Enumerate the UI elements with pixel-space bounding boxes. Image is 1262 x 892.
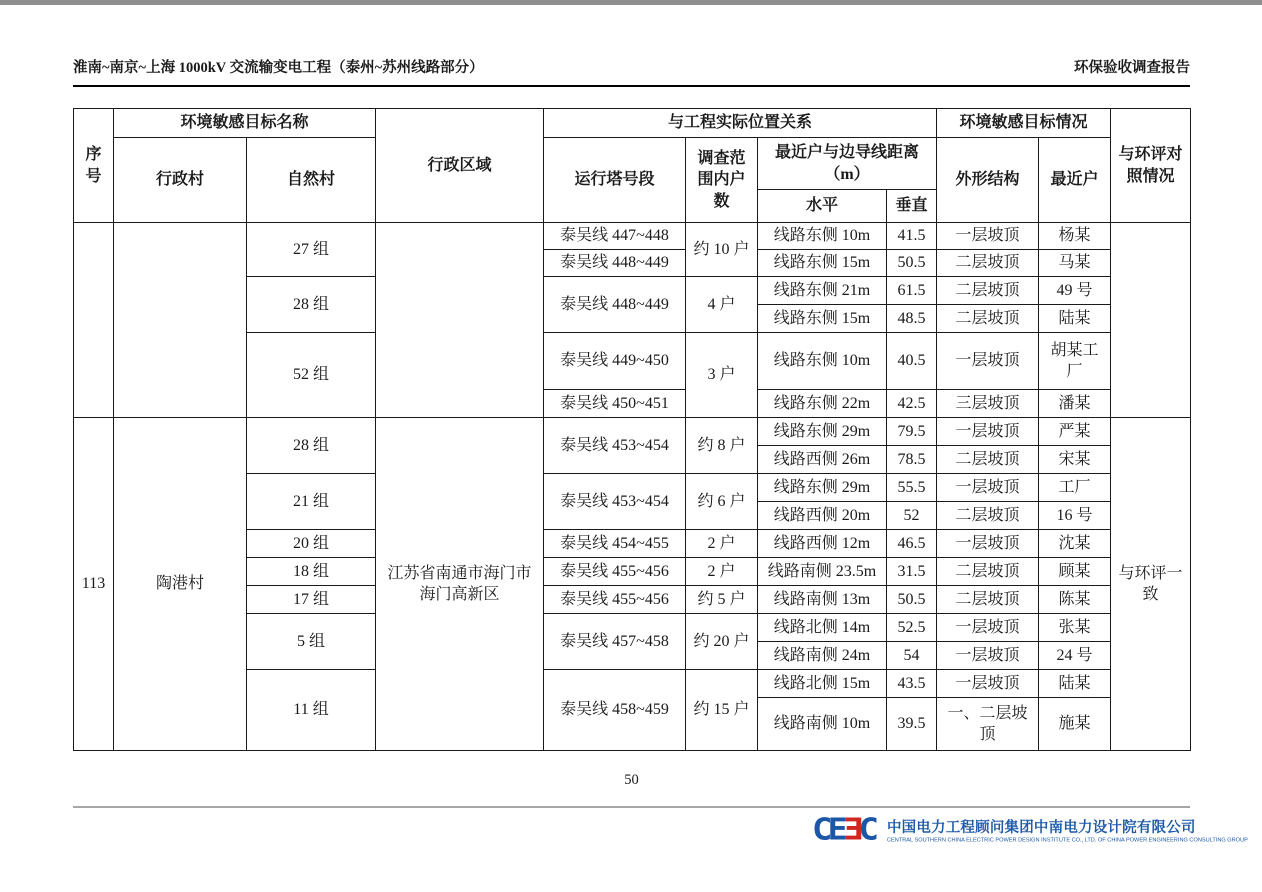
table-cell: 陆某 [1039, 670, 1111, 698]
table-cell: 20 组 [247, 530, 376, 558]
table-cell: 28 组 [247, 418, 376, 474]
table-cell: 一层坡顶 [937, 530, 1039, 558]
table-cell: 46.5 [887, 530, 937, 558]
table-cell: 线路北侧 14m [758, 614, 887, 642]
table-cell: 线路东侧 15m [758, 250, 887, 277]
table-body [74, 223, 1191, 751]
logo-letter: Ǝ [842, 812, 859, 848]
header-cell: 与工程实际位置关系 [544, 109, 937, 138]
header-cell: 环境敏感目标名称 [114, 109, 376, 138]
table-cell: 50.5 [887, 250, 937, 277]
company-name-cn: 中国电力工程顾问集团中南电力设计院有限公司 [886, 819, 1196, 836]
table-cell: 一层坡顶 [937, 333, 1039, 390]
sensitive-targets-table [73, 108, 1191, 751]
table-cell: 泰吴线 454~455 [544, 530, 686, 558]
table-cell: 21 组 [247, 474, 376, 530]
header-cell: 垂直 [887, 190, 937, 223]
table-cell: 约 15 户 [686, 670, 758, 751]
header-cell: 行政村 [114, 138, 247, 223]
table-cell: 一层坡顶 [937, 223, 1039, 250]
header-cell: 调查范围内户数 [686, 138, 758, 223]
table-row [74, 418, 1191, 446]
table-cell: 一层坡顶 [937, 614, 1039, 642]
table-cell: 杨某 [1039, 223, 1111, 250]
table-cell: 线路东侧 29m [758, 474, 887, 502]
table-cell: 线路东侧 22m [758, 390, 887, 418]
header-report-title: 环保验收调查报告 [1074, 60, 1190, 76]
table-cell: 一层坡顶 [937, 474, 1039, 502]
table-cell: 线路西侧 20m [758, 502, 887, 530]
table-cell: 27 组 [247, 223, 376, 277]
table-cell: 24 号 [1039, 642, 1111, 670]
table-cell: 线路南侧 23.5m [758, 558, 887, 586]
table-cell: 55.5 [887, 474, 937, 502]
table-cell: 二层坡顶 [937, 502, 1039, 530]
table-cell: 江苏省南通市海门市海门高新区 [376, 418, 544, 751]
table-cell: 线路北侧 15m [758, 670, 887, 698]
table-cell: 约 5 户 [686, 586, 758, 614]
header-cell: 最近户与边导线距离（m） [758, 138, 937, 190]
table-cell: 泰吴线 455~456 [544, 558, 686, 586]
table-cell: 宋某 [1039, 446, 1111, 474]
table-cell: 线路南侧 10m [758, 698, 887, 751]
header-cell: 最近户 [1039, 138, 1111, 223]
table-cell: 泰吴线 455~456 [544, 586, 686, 614]
table-cell: 一层坡顶 [937, 670, 1039, 698]
header-cell: 环境敏感目标情况 [937, 109, 1111, 138]
table-cell: 113 [74, 418, 114, 751]
company-logo-icon [812, 812, 878, 848]
table-cell: 线路南侧 13m [758, 586, 887, 614]
table-cell: 43.5 [887, 670, 937, 698]
table-cell: 2 户 [686, 530, 758, 558]
table-cell: 顾某 [1039, 558, 1111, 586]
table-cell: 11 组 [247, 670, 376, 751]
table-cell: 泰吴线 448~449 [544, 250, 686, 277]
table-cell: 4 户 [686, 277, 758, 333]
table-cell: 陆某 [1039, 305, 1111, 333]
table-cell: 泰吴线 447~448 [544, 223, 686, 250]
table-cell: 线路西侧 12m [758, 530, 887, 558]
table-cell: 41.5 [887, 223, 937, 250]
table-cell [1111, 223, 1191, 418]
table-cell: 泰吴线 453~454 [544, 474, 686, 530]
table-header [74, 109, 1191, 223]
table-cell: 一层坡顶 [937, 418, 1039, 446]
table-cell: 施某 [1039, 698, 1111, 751]
header-cell: 水平 [758, 190, 887, 223]
table-cell: 17 组 [247, 586, 376, 614]
table-cell: 马某 [1039, 250, 1111, 277]
table-cell: 严某 [1039, 418, 1111, 446]
header-cell: 自然村 [247, 138, 376, 223]
table-cell: 52 [887, 502, 937, 530]
header-cell: 运行塔号段 [544, 138, 686, 223]
table-cell: 约 6 户 [686, 474, 758, 530]
table-cell: 52 组 [247, 333, 376, 418]
table-row [74, 138, 1191, 190]
table-row [74, 223, 1191, 250]
company-name-en: CENTRAL SOUTHERN CHINA ELECTRIC POWER DESIGN INSTITUTE CO., LTD. OF CHINA POWER ENGINEERING CONSULTING GROUP [886, 836, 1248, 843]
window-top-bar [0, 0, 1262, 5]
table-cell: 18 组 [247, 558, 376, 586]
table-cell: 5 组 [247, 614, 376, 670]
table-cell: 二层坡顶 [937, 305, 1039, 333]
table-cell: 二层坡顶 [937, 586, 1039, 614]
footer-divider [73, 806, 1190, 808]
header-cell: 外形结构 [937, 138, 1039, 223]
table-cell: 二层坡顶 [937, 277, 1039, 305]
header-cell: 行政区域 [376, 109, 544, 223]
header-cell: 与环评对照情况 [1111, 109, 1191, 223]
table-cell: 沈某 [1039, 530, 1111, 558]
page-number: 50 [624, 772, 639, 788]
table-cell: 约 20 户 [686, 614, 758, 670]
table-cell: 二层坡顶 [937, 250, 1039, 277]
header-project-title: 淮南~南京~上海 1000kV 交流输变电工程（泰州~苏州线路部分） [73, 60, 484, 76]
table-cell: 一层坡顶 [937, 642, 1039, 670]
table-cell: 线路东侧 15m [758, 305, 887, 333]
table-cell: 16 号 [1039, 502, 1111, 530]
table-cell: 工厂 [1039, 474, 1111, 502]
table-cell: 潘某 [1039, 390, 1111, 418]
table-cell: 与环评一致 [1111, 418, 1191, 751]
table-cell: 约 10 户 [686, 223, 758, 277]
table-cell: 张某 [1039, 614, 1111, 642]
table-cell: 79.5 [887, 418, 937, 446]
logo-letter: C [858, 812, 874, 848]
table-cell: 3 户 [686, 333, 758, 418]
table-cell: 泰吴线 458~459 [544, 670, 686, 751]
table-cell: 50.5 [887, 586, 937, 614]
table-cell: 54 [887, 642, 937, 670]
table-cell: 陈某 [1039, 586, 1111, 614]
header-cell: 序号 [74, 109, 114, 223]
table-cell: 线路东侧 29m [758, 418, 887, 446]
table-cell: 泰吴线 453~454 [544, 418, 686, 474]
table-cell: 39.5 [887, 698, 937, 751]
company-logo [812, 812, 1248, 848]
table-cell [114, 223, 247, 418]
table-cell: 陶港村 [114, 418, 247, 751]
table-cell: 线路东侧 21m [758, 277, 887, 305]
table-cell: 二层坡顶 [937, 558, 1039, 586]
table-row [74, 109, 1191, 138]
table-cell: 一、二层坡顶 [937, 698, 1039, 751]
table-cell: 泰吴线 449~450 [544, 333, 686, 390]
table-cell: 28 组 [247, 277, 376, 333]
logo-letter: C [812, 812, 828, 848]
document-running-header [73, 56, 1190, 87]
table-cell: 31.5 [887, 558, 937, 586]
table-cell: 线路南侧 24m [758, 642, 887, 670]
table-cell: 2 户 [686, 558, 758, 586]
table-cell: 线路东侧 10m [758, 223, 887, 250]
table-cell: 42.5 [887, 390, 937, 418]
table-cell: 线路西侧 26m [758, 446, 887, 474]
table-cell: 胡某工厂 [1039, 333, 1111, 390]
table-cell [376, 223, 544, 418]
table-cell: 泰吴线 457~458 [544, 614, 686, 670]
table-cell: 40.5 [887, 333, 937, 390]
table-cell: 三层坡顶 [937, 390, 1039, 418]
table-cell: 二层坡顶 [937, 446, 1039, 474]
table-cell: 约 8 户 [686, 418, 758, 474]
table-cell: 泰吴线 448~449 [544, 277, 686, 333]
table-cell: 78.5 [887, 446, 937, 474]
table-cell: 线路东侧 10m [758, 333, 887, 390]
table-cell: 52.5 [887, 614, 937, 642]
table-cell: 49 号 [1039, 277, 1111, 305]
logo-letter: E [827, 812, 843, 848]
table-cell: 61.5 [887, 277, 937, 305]
table-cell: 48.5 [887, 305, 937, 333]
table-cell [74, 223, 114, 418]
table-cell: 泰吴线 450~451 [544, 390, 686, 418]
